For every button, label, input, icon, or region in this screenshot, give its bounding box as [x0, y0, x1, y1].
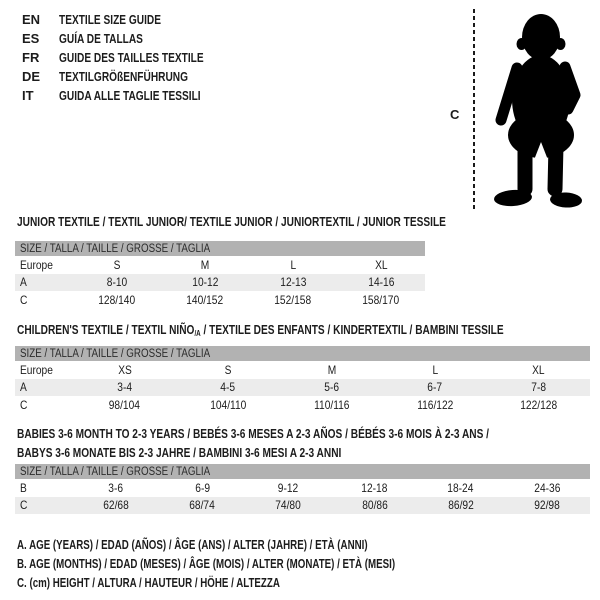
cell-value: 152/158 [274, 292, 312, 307]
footnote-line [17, 538, 502, 557]
value-cell [383, 380, 486, 394]
cell-value: 3-6 [108, 480, 124, 495]
language-code: DE [22, 69, 41, 84]
row-label: C [20, 397, 28, 412]
value-cell [176, 363, 279, 377]
value-cell [504, 481, 590, 495]
value-cell [249, 293, 337, 307]
language-title: GUÍA DE TALLAS [59, 31, 143, 46]
value-cell [249, 275, 337, 289]
cell-value: 18-24 [447, 480, 474, 495]
language-title: TEXTILE SIZE GUIDE [59, 12, 161, 27]
cell-value: 3-4 [117, 380, 133, 395]
value-cell [245, 481, 331, 495]
cell-value: XL [374, 257, 388, 272]
section-heading-junior [17, 212, 567, 231]
value-cell [280, 363, 383, 377]
cell-value: L [432, 362, 438, 377]
value-cell [337, 258, 425, 272]
section-heading-text [17, 320, 504, 343]
value-cell [332, 498, 418, 512]
value-cell [383, 398, 486, 412]
value-cell [487, 398, 590, 412]
size-table-header-bar [15, 241, 425, 256]
cell-value: XL [532, 362, 545, 377]
language-code: IT [22, 88, 34, 103]
height-dashed-line [473, 9, 475, 209]
section-heading-children [17, 320, 600, 343]
table-row [15, 379, 590, 397]
value-cell [73, 498, 159, 512]
row-label-cell [15, 498, 73, 512]
value-cell [159, 481, 245, 495]
value-cell [161, 275, 249, 289]
row-label: B [20, 480, 27, 495]
cell-value: 104/110 [210, 397, 247, 412]
section-heading-babies [17, 424, 600, 462]
cell-value: 92/98 [534, 498, 560, 513]
cell-value: 116/122 [416, 397, 453, 412]
section-heading-line [17, 443, 600, 462]
cell-value: 128/140 [98, 292, 136, 307]
footnote-line [17, 576, 502, 595]
value-cell [383, 363, 486, 377]
value-cell [504, 498, 590, 512]
cell-value: 8-10 [106, 275, 128, 290]
row-label: A [20, 380, 27, 395]
row-label-cell [15, 275, 73, 289]
cell-value: 110/116 [313, 397, 350, 412]
heading-part: BABYS 3-6 MONATE BIS 2-3 JAHRE / BAMBINI 3-6 MESI A 2-3 ANNI [17, 445, 342, 460]
height-measure-label: C [450, 107, 460, 122]
value-cell [176, 398, 279, 412]
cell-value: 98/104 [109, 397, 141, 412]
language-code: ES [22, 31, 40, 46]
table-row [15, 396, 590, 414]
heading-part: CHILDREN'S TEXTILE / TEXTIL NIÑO [17, 322, 195, 337]
cell-value: M [200, 257, 210, 272]
language-title: TEXTILGRÖßENFÜHRUNG [59, 69, 189, 84]
row-label: Europe [20, 257, 53, 272]
cell-value: XS [117, 362, 132, 377]
cell-value: S [113, 257, 121, 272]
language-list [22, 10, 244, 105]
heading-part: / TEXTILE DES ENFANTS / KINDERTEXTIL / BAMBINI TESSILE [200, 322, 504, 337]
value-cell [487, 380, 590, 394]
language-row [22, 67, 244, 86]
heading-subscript: /A [194, 329, 201, 338]
cell-value: 5-6 [324, 380, 339, 395]
value-cell [280, 380, 383, 394]
cell-value: 24-36 [533, 480, 560, 495]
value-cell [73, 481, 159, 495]
junior-size-table [15, 241, 425, 309]
value-cell [161, 293, 249, 307]
section-heading-text [17, 443, 341, 462]
value-cell [161, 258, 249, 272]
cell-value: 6-7 [427, 380, 443, 395]
value-cell [245, 498, 331, 512]
size-table-header-label: SIZE / TALLA / TAILLE / GRÖSSE / TAGLIA [20, 347, 211, 360]
cell-value: 62/68 [103, 498, 129, 513]
section-heading-text [17, 424, 489, 443]
cell-value: 86/92 [448, 498, 474, 513]
heading-part: BABIES 3-6 MONTH TO 2-3 YEARS / BEBÉS 3-6 MESES A 2-3 AÑOS / BÉBÉS 3-6 MOIS À 2-3 ANS / [17, 426, 489, 441]
height-measure-figure [445, 5, 597, 217]
row-label-cell [15, 258, 73, 272]
cell-value: 122/128 [519, 397, 557, 412]
babies-size-table [15, 464, 590, 514]
value-cell [73, 293, 161, 307]
cell-value: 12-18 [361, 480, 388, 495]
table-row [15, 361, 590, 379]
value-cell [418, 498, 504, 512]
language-row [22, 48, 244, 67]
baby-silhouette [487, 7, 592, 212]
footnote-text: B. AGE (MONTHS) / EDAD (MESES) / ÂGE (MOIS) / ALTER (MONATE) / ETÀ (MESI) [17, 557, 396, 571]
value-cell [418, 481, 504, 495]
language-row [22, 10, 244, 29]
table-row [15, 479, 590, 497]
table-row [15, 497, 590, 515]
value-cell [73, 363, 176, 377]
row-label: A [20, 275, 27, 290]
row-label-cell [15, 398, 73, 412]
heading-part: JUNIOR TEXTILE / TEXTIL JUNIOR/ TEXTILE JUNIOR / JUNIORTEXTIL / JUNIOR TESSILE [17, 214, 446, 229]
cell-value: 7-8 [530, 380, 546, 395]
cell-value: L [290, 257, 296, 272]
value-cell [332, 481, 418, 495]
language-code: EN [22, 12, 41, 27]
language-code: FR [22, 50, 40, 65]
value-cell [73, 275, 161, 289]
cell-value: 140/152 [186, 292, 224, 307]
size-table-header-label: SIZE / TALLA / TAILLE / GRÖSSE / TAGLIA [20, 242, 211, 255]
cell-value: 80/86 [361, 498, 388, 513]
language-title: GUIDE DES TAILLES TEXTILE [59, 50, 204, 65]
table-row [15, 274, 425, 292]
cell-value: 6-9 [194, 480, 210, 495]
footnote-text: C. (cm) HEIGHT / ALTURA / HAUTEUR / HÖHE / ALTEZZA [17, 576, 280, 590]
cell-value: S [224, 362, 232, 377]
language-row [22, 86, 244, 105]
row-label: Europe [20, 362, 53, 377]
value-cell [73, 380, 176, 394]
footnote-line [17, 557, 502, 576]
section-heading-line [17, 320, 600, 343]
cell-value: 158/170 [362, 292, 400, 307]
cell-value: 12-13 [279, 275, 307, 290]
cell-value: 4-5 [220, 380, 236, 395]
table-row [15, 291, 425, 309]
row-label: C [20, 292, 28, 307]
cell-value: M [327, 362, 336, 377]
language-row [22, 29, 244, 48]
value-cell [73, 398, 176, 412]
cell-value: 9-12 [278, 480, 299, 495]
value-cell [159, 498, 245, 512]
row-label: C [20, 498, 28, 513]
footnotes [17, 538, 502, 595]
size-table-header-bar [15, 346, 590, 361]
value-cell [249, 258, 337, 272]
value-cell [337, 275, 425, 289]
value-cell [73, 258, 161, 272]
row-label-cell [15, 293, 73, 307]
value-cell [337, 293, 425, 307]
row-label-cell [15, 380, 73, 394]
value-cell [280, 398, 383, 412]
row-label-cell [15, 481, 73, 495]
section-heading-text [17, 212, 446, 231]
children-size-table [15, 346, 590, 414]
cell-value: 10-12 [191, 275, 219, 290]
cell-value: 14-16 [367, 275, 395, 290]
value-cell [487, 363, 590, 377]
value-cell [176, 380, 279, 394]
cell-value: 74/80 [275, 498, 302, 513]
size-table-header-bar [15, 464, 590, 479]
section-heading-line [17, 424, 600, 443]
language-title: GUIDA ALLE TAGLIE TESSILI [59, 88, 201, 103]
cell-value: 68/74 [189, 498, 216, 513]
size-table-header-label: SIZE / TALLA / TAILLE / GRÖSSE / TAGLIA [20, 465, 211, 478]
section-heading-line [17, 212, 567, 231]
footnote-text: A. AGE (YEARS) / EDAD (AÑOS) / ÂGE (ANS) / ALTER (JAHRE) / ETÀ (ANNI) [17, 538, 368, 552]
table-row [15, 256, 425, 274]
row-label-cell [15, 363, 73, 377]
